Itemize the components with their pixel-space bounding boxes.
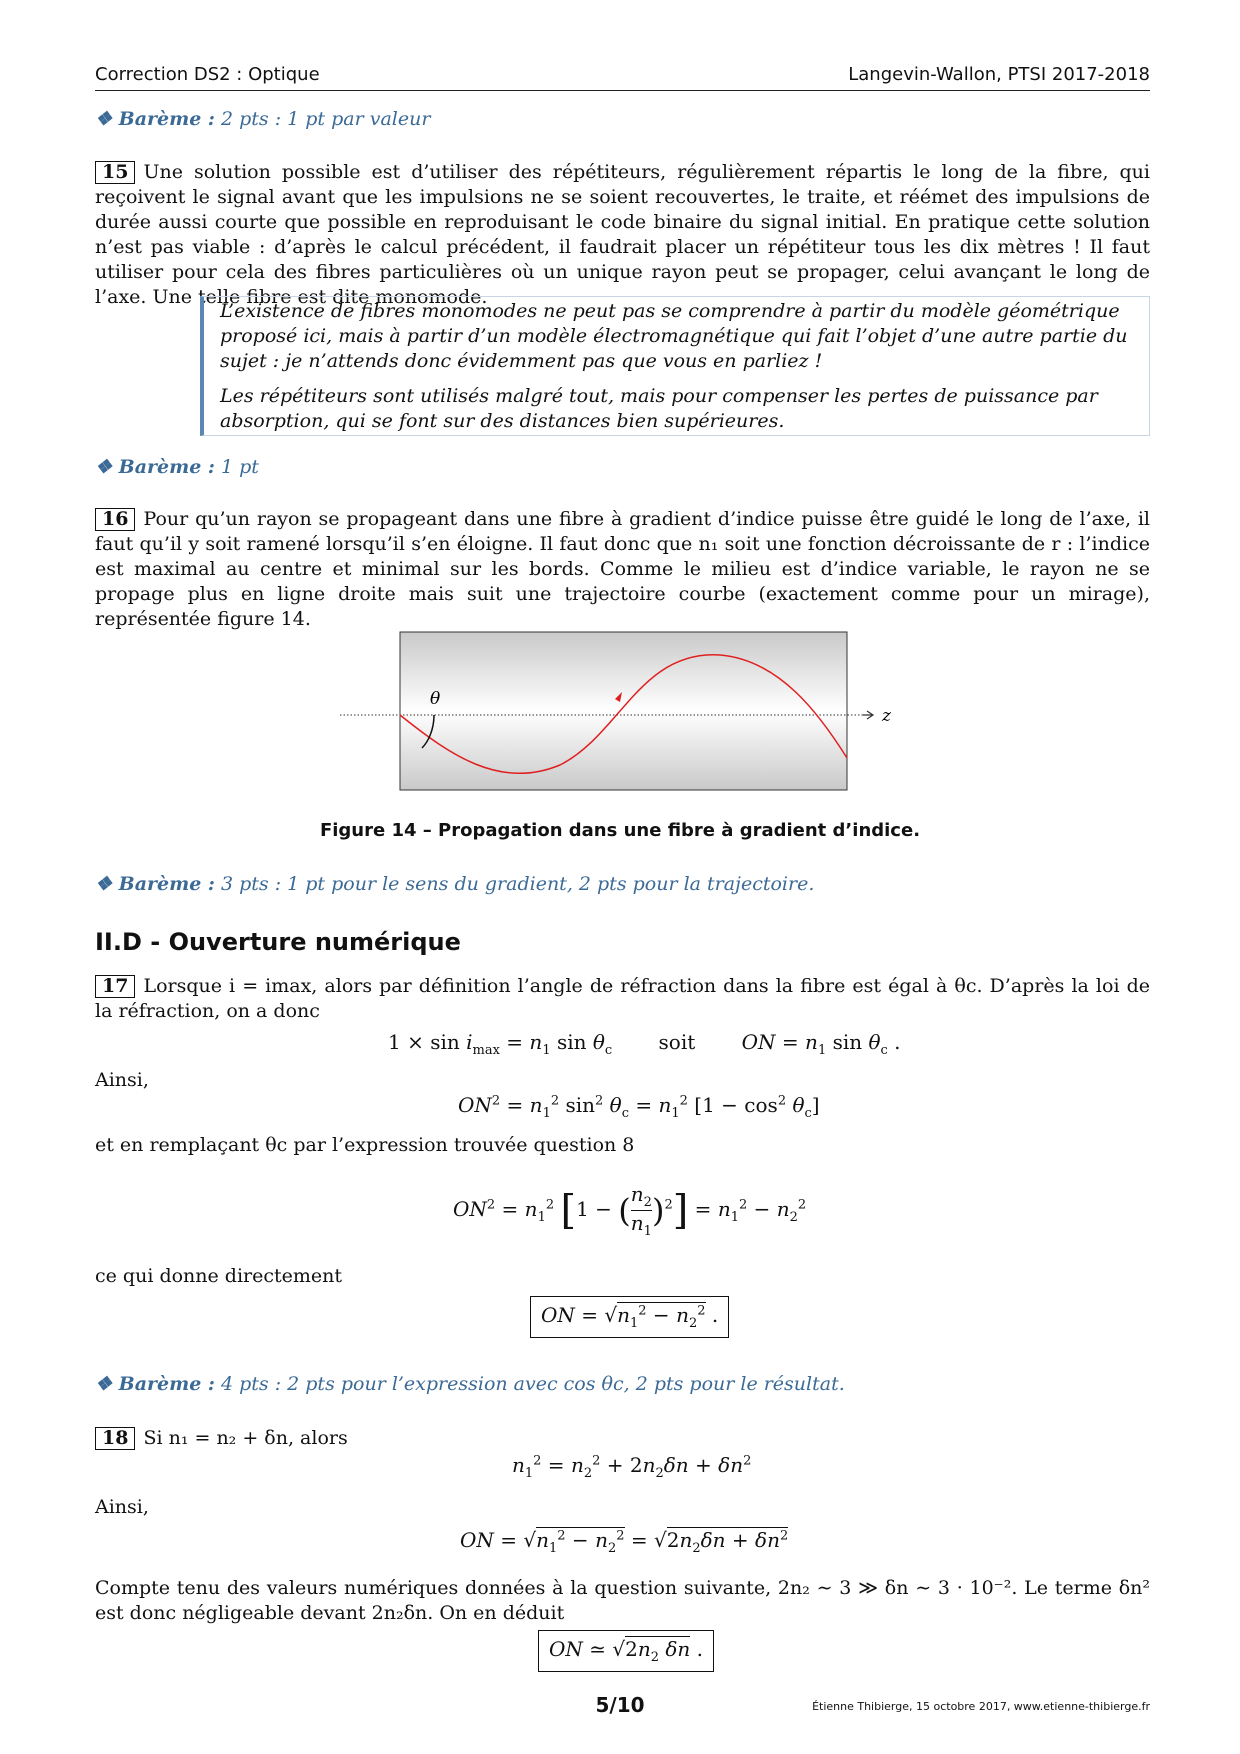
ainsi-17: Ainsi, xyxy=(95,1069,149,1091)
bareme-text: 3 pts : 1 pt pour le sens du gradient, 2 pts pour la trajectoire. xyxy=(220,873,815,895)
question-number: 16 xyxy=(95,508,135,531)
question-text: Une solution possible est d’utiliser des répétiteurs, régulièrement répartis le long de la fibre, qui reçoivent le signal avant que les impulsions ne se soient recouvertes, le traite, et réémet des impulsions de durée aussi courte que possible en reproduisant le code binaire du signal initial. En pratique cette solution n’est pas viable : d’après le calcul précédent, il faudrait placer un répétiteur tous les dix mètres ! Il faut utiliser pour cela des fibres particulières où un unique rayon peut se propager, celui avançant le long de l’axe. Une telle fibre est dite monomode. xyxy=(95,161,1150,308)
question-18 xyxy=(95,1426,1150,1451)
fiber-core xyxy=(400,632,847,790)
remark-box xyxy=(200,296,1150,436)
question-text: Lorsque i = imax, alors par définition l’angle de réfraction dans la fibre est égal à θc. D’après la loi de la réfraction, on a donc xyxy=(95,975,1150,1022)
bareme-label: ❖ Barème : xyxy=(95,873,215,895)
question-text: Pour qu’un rayon se propageant dans une fibre à gradient d’indice puisse être guidé le long de l’axe, il faut qu’il y soit ramené lorsqu’il s’en éloigne. Il faut donc que n₁ soit une fonction décroissante de r : l’indice est maximal au centre et minimal sur les bords. Comme le milieu est d’indice variable, le rayon ne se propage plus en ligne droite mais suit une trajectoire courbe (exactement comme pour un mirage), représentée figure 14. xyxy=(95,508,1150,630)
bareme-2 xyxy=(95,456,259,478)
result-box-1: ON = $√n_1^2 - n_2^2$ . xyxy=(530,1296,729,1338)
equation-on2-expanded: $ON^2 = n_1^2$ [1 − ( $\frac{n_2}{n_1}$ )$^2] = n_1^2 - n_2^2$ xyxy=(453,1182,807,1239)
remplacant-text: et en remplaçant θc par l’expression trouvée question 8 xyxy=(95,1134,635,1156)
axis-arrow-icon xyxy=(863,711,873,719)
bareme-label: ❖ Barème : xyxy=(95,456,215,478)
bareme-text: 1 pt xyxy=(220,456,259,478)
bareme-4 xyxy=(95,1373,845,1395)
figure-fiber xyxy=(330,625,910,800)
bareme-3 xyxy=(95,873,814,895)
header-left: Correction DS2 : Optique xyxy=(95,64,320,85)
bareme-1 xyxy=(95,108,430,130)
footer-credit: Étienne Thibierge, 15 octobre 2017, www.etienne-thibierge.fr xyxy=(812,1700,1150,1713)
z-label: z xyxy=(882,706,891,726)
ainsi-18: Ainsi, xyxy=(95,1496,149,1518)
question-number: 18 xyxy=(95,1427,135,1450)
equation-on-approx: ON = $√n_1^2 - n_2^2 = √2n_2\delta n + \delta n^2$ xyxy=(460,1528,789,1556)
donne-text: ce qui donne directement xyxy=(95,1265,343,1287)
remark-2: Les répétiteurs sont utilisés malgré tout, mais pour compenser les pertes de puissance par absorption, qui se font sur des distances bien supérieures. xyxy=(220,385,1098,432)
equation-n1-squared: $n_1^2 = n_2^2 + 2n_2\delta n + \delta n^2$ xyxy=(512,1453,752,1481)
question-17 xyxy=(95,974,1150,1024)
figure-caption: Figure 14 – Propagation dans une fibre à gradient d’indice. xyxy=(319,820,921,841)
header-right: Langevin-Wallon, PTSI 2017-2018 xyxy=(848,64,1150,85)
compte-text: Compte tenu des valeurs numériques données à la question suivante, 2n₂ ∼ 3 ≫ δn ∼ 3 · 10⁻². Le terme δn² est donc négligeable devant 2n₂δn. On en déduit xyxy=(95,1577,1150,1624)
remark-1: L’existence de fibres monomodes ne peut pas se comprendre à partir du modèle géométrique proposé ici, mais à partir d’un modèle électromagnétique qui fait l’objet d’une autre partie du sujet : je n’attends donc évidemment pas que vous en parliez ! xyxy=(220,300,1128,372)
soit-word: soit xyxy=(658,1030,696,1054)
bareme-text: 2 pts : 1 pt par valeur xyxy=(220,108,431,130)
bareme-text: 4 pts : 2 pts pour l’expression avec cos θc, 2 pts pour le résultat. xyxy=(220,1373,845,1395)
bareme-label: ❖ Barème : xyxy=(95,108,215,130)
question-15 xyxy=(95,160,1150,310)
question-16 xyxy=(95,507,1150,632)
section-title: II.D - Ouverture numérique xyxy=(95,928,461,956)
equation-snell: $1 \times \sin i_{max} = n_1$ $\sin \theta_c$ soit ON = $n_1$ $\sin \theta_c$ . xyxy=(388,1030,901,1058)
theta-label: θ xyxy=(430,689,441,709)
page-number: 5/10 xyxy=(595,1693,645,1717)
question-number: 15 xyxy=(95,161,135,184)
question-text: Si n₁ = n₂ + δn, alors xyxy=(143,1427,348,1449)
question-number: 17 xyxy=(95,975,135,998)
result-box-2: ON ≃ $√2n_2$ δn . xyxy=(538,1630,714,1672)
bareme-label: ❖ Barème : xyxy=(95,1373,215,1395)
equation-on2: $ON^2 = n_1^2$ $\sin^2 \theta_c = n_1^2$ $[1 - \cos^2 \theta_c]$ xyxy=(458,1093,820,1121)
page-header xyxy=(95,62,1150,91)
